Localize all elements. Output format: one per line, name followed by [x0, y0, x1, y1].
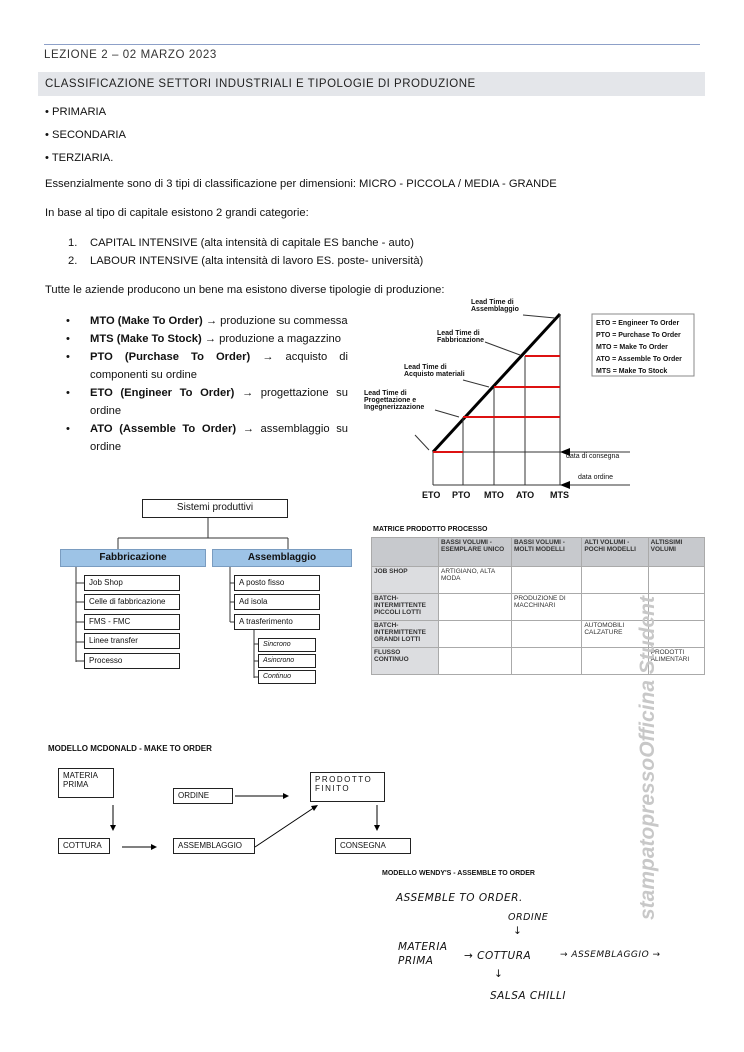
- list-number: 2.: [68, 255, 78, 267]
- table-cell: [439, 648, 512, 675]
- fabbricazione-box: Fabbricazione: [60, 549, 206, 567]
- axis-label: ATO: [516, 490, 535, 500]
- table-cell: [512, 567, 582, 594]
- list-item: • ETO (Engineer To Order) → progettazione su ordine: [66, 387, 348, 417]
- handwritten-title: ASSEMBLE TO ORDER.: [396, 892, 523, 904]
- table-cell: [582, 567, 648, 594]
- legend: [596, 318, 682, 378]
- table-cell: JOB SHOP: [372, 567, 439, 594]
- lead-time-label: Lead Time di Progettazione e Ingegnerizzazione: [364, 390, 425, 411]
- table-row: [372, 567, 705, 594]
- sector-item: • SECONDARIA: [45, 129, 127, 141]
- list-item: • ATO (Assemble To Order) → assemblaggio su ordine: [66, 423, 349, 453]
- handwritten-materia: MATERIA PRIMA: [398, 941, 448, 967]
- handwritten-salsa: SALSA CHILLI: [490, 990, 567, 1002]
- fab-item: FMS - FMC: [84, 614, 180, 630]
- table-cell: PRODUZIONE DI MACCHINARI: [512, 594, 582, 621]
- sistemi-title: Sistemi produttivi: [142, 499, 288, 518]
- table-cell: ALTI VOLUMI - POCHI MODELLI: [582, 538, 648, 567]
- lead-time-label: Lead Time di Acquisto materiali: [404, 364, 465, 378]
- table-cell: BASSI VOLUMI - MOLTI MODELLI: [512, 538, 582, 567]
- down-arrow-icon: ↓: [513, 925, 523, 937]
- matrice-title: MATRICE PRODOTTO PROCESSO: [373, 526, 488, 533]
- axis-label: MTO: [484, 490, 504, 500]
- table-cell: [512, 648, 582, 675]
- table-cell: ARTIGIANO, ALTA MODA: [439, 567, 512, 594]
- list-item: CAPITAL INTENSIVE (alta intensità di capitale ES banche - auto): [90, 237, 414, 249]
- paragraph: In base al tipo di capitale esistono 2 grandi categorie:: [45, 207, 309, 219]
- paragraph: Tutte le aziende producono un bene ma esistono diverse tipologie di produzione:: [45, 284, 445, 296]
- transfer-item: Asincrono: [258, 654, 316, 668]
- fab-item: Celle di fabbricazione: [84, 594, 180, 610]
- lead-time-label: Lead Time di Assemblaggio: [471, 299, 519, 313]
- axis-label: PTO: [452, 490, 471, 500]
- handwritten-assemblaggio: → ASSEMBLAGGIO →: [560, 950, 661, 960]
- prodotto-finito-box: PRODOTTO FINITO: [310, 772, 385, 802]
- table-cell: FLUSSO CONTINUO: [372, 648, 439, 675]
- section-title-bar: [38, 72, 705, 96]
- axis-label: ETO: [422, 490, 441, 500]
- fab-item: Job Shop: [84, 575, 180, 591]
- watermark: stampatopressoOfficina Student: [636, 595, 659, 920]
- list-item: • PTO (Purchase To Order) → acquisto di componenti su ordine: [66, 351, 349, 381]
- wendys-title: MODELLO WENDY'S - ASSEMBLE TO ORDER: [382, 870, 535, 877]
- legend-item: MTS = Make To Stock: [596, 368, 668, 375]
- ass-item: Ad isola: [234, 594, 320, 610]
- ass-item: A posto fisso: [234, 575, 320, 591]
- table-cell: [439, 621, 512, 648]
- table-row: [372, 538, 705, 567]
- lead-time-label: Lead Time di Fabbricazione: [437, 330, 485, 344]
- table-cell: [648, 567, 704, 594]
- table-cell: AUTOMOBILI CALZATURE: [582, 621, 648, 648]
- handwritten-cottura: → COTTURA: [464, 950, 532, 962]
- table-cell: ALTISSIMI VOLUMI: [648, 538, 704, 567]
- mcdonald-title: MODELLO MCDONALD - MAKE TO ORDER: [48, 744, 212, 753]
- cottura-box: COTTURA: [58, 838, 110, 854]
- sector-item: • TERZIARIA.: [45, 152, 114, 164]
- legend-item: ETO = Engineer To Order: [596, 320, 680, 327]
- fab-item: Processo: [84, 653, 180, 669]
- legend-item: ATO = Assemble To Order: [596, 356, 682, 363]
- data-ordine-label: data ordine: [578, 474, 614, 481]
- transfer-item: Continuo: [258, 670, 316, 684]
- legend-item: MTO = Make To Order: [596, 344, 668, 351]
- table-cell: BATCH-INTERMITTENTE PICCOLI LOTTI: [372, 594, 439, 621]
- ass-item: A trasferimento: [234, 614, 320, 630]
- page-header: LEZIONE 2 – 02 MARZO 2023: [44, 49, 217, 61]
- ordine-box: ORDINE: [173, 788, 233, 804]
- handwritten-ordine: ORDINE: [508, 912, 549, 923]
- materia-prima-box: MATERIA PRIMA: [58, 768, 114, 798]
- table-cell: [512, 621, 582, 648]
- consegna-box: CONSEGNA: [335, 838, 411, 854]
- production-types-list: [66, 312, 348, 456]
- fab-item: Linee transfer: [84, 633, 180, 649]
- assemblaggio-box: ASSEMBLAGGIO: [173, 838, 255, 854]
- section-title: CLASSIFICAZIONE SETTORI INDUSTRIALI E TIPOLOGIE DI PRODUZIONE: [45, 78, 476, 90]
- header-rule: [44, 44, 700, 45]
- sector-item: • PRIMARIA: [45, 106, 107, 118]
- legend-item: PTO = Purchase To Order: [596, 332, 681, 339]
- table-cell: [372, 538, 439, 567]
- paragraph: Essenzialmente sono di 3 tipi di classificazione per dimensioni: MICRO - PICCOLA / MEDIA - GRANDE: [45, 178, 557, 190]
- table-cell: PRODOTTI ALIMENTARI: [648, 648, 704, 675]
- assemblaggio-box: Assemblaggio: [212, 549, 352, 567]
- transfer-item: Sincrono: [258, 638, 316, 652]
- list-item: • MTS (Make To Stock) → produzione a magazzino: [66, 333, 341, 345]
- list-number: 1.: [68, 237, 78, 249]
- data-consegna-label: data di consegna: [566, 453, 620, 460]
- table-cell: [439, 594, 512, 621]
- list-item: • MTO (Make To Order) → produzione su commessa: [66, 315, 348, 327]
- table-cell: BASSI VOLUMI - ESEMPLARE UNICO: [439, 538, 512, 567]
- list-item: LABOUR INTENSIVE (alta intensità di lavoro ES. poste- università): [90, 255, 424, 267]
- axis-label: MTS: [550, 490, 569, 500]
- table-cell: BATCH-INTERMITTENTE GRANDI LOTTI: [372, 621, 439, 648]
- down-arrow-icon: ↓: [494, 968, 504, 980]
